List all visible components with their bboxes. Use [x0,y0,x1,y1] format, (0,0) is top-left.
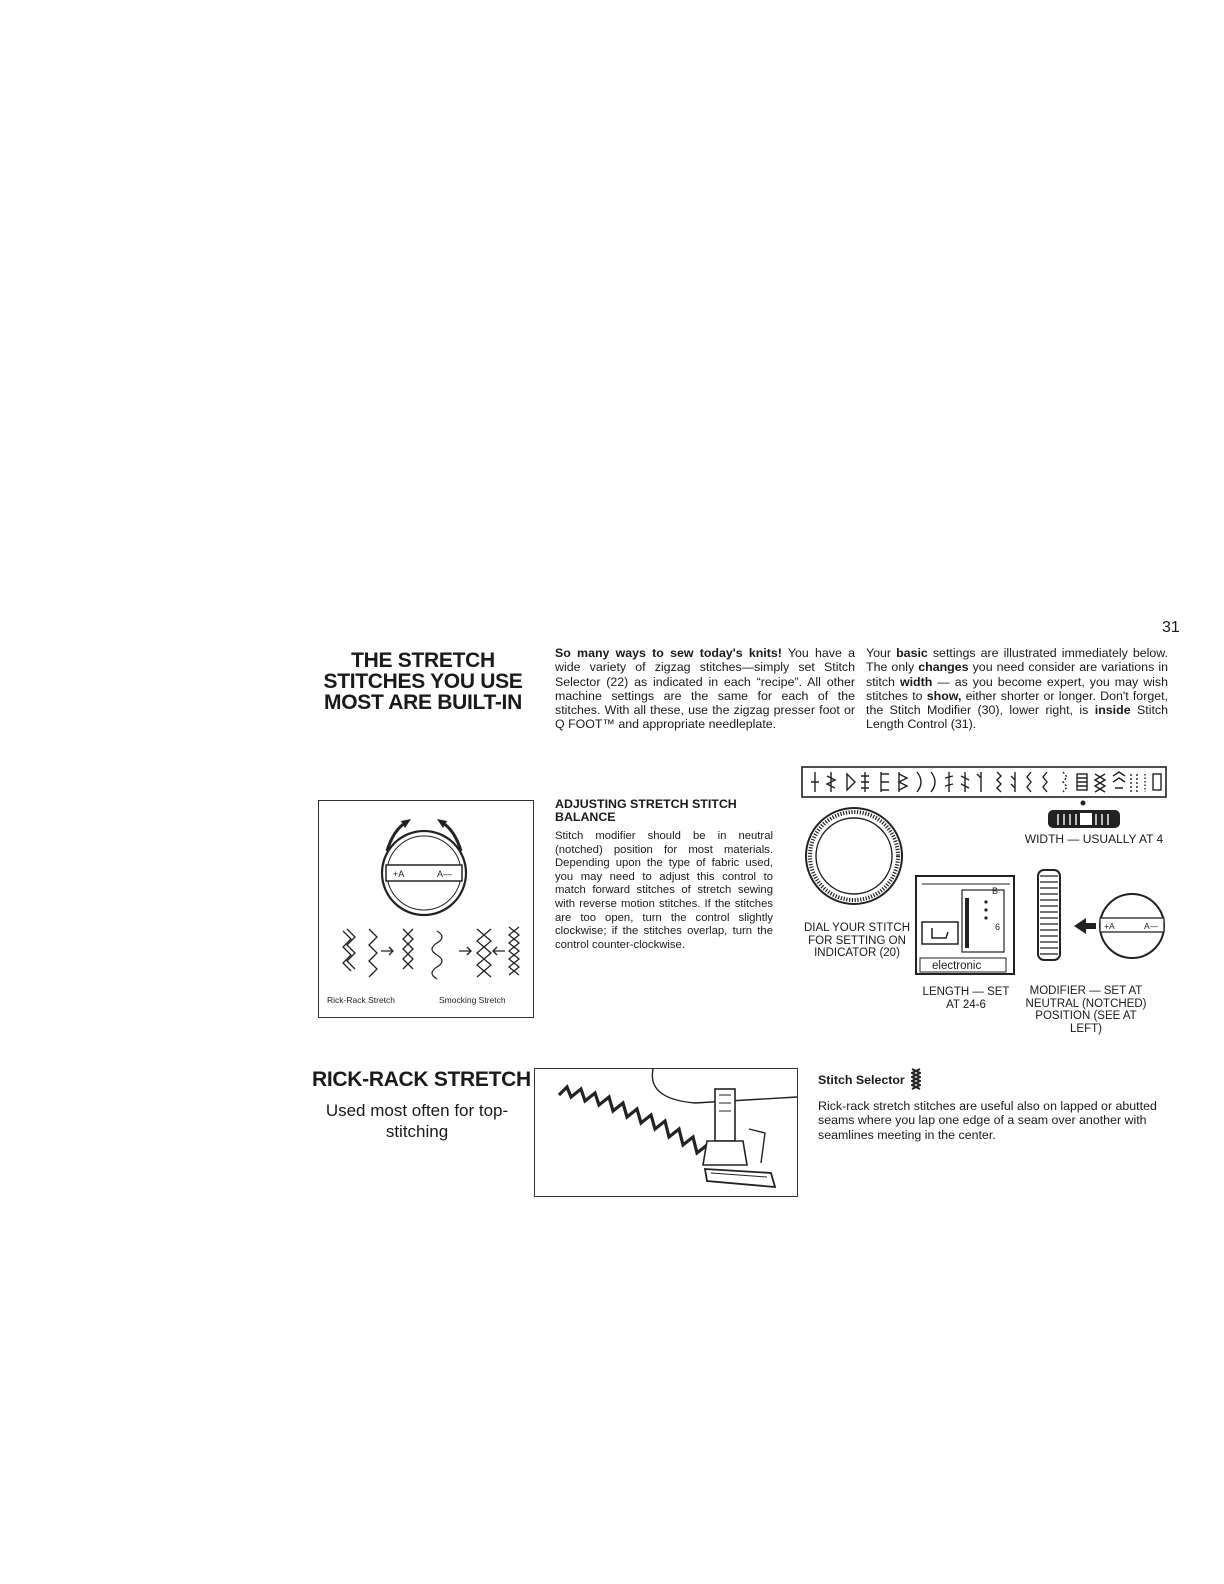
modifier-plus-label: +A [1104,921,1115,931]
rick-rack-samples-icon [343,929,413,977]
length-knob-icon [1038,870,1060,960]
intro-right-text-3: you need consider are variations in stitch [866,660,1168,689]
page-number: 31 [1162,619,1180,636]
rick-rack-text: Rick-rack stretch stitches are useful also on lapped or abutted seams where you lap one edge of a seam over another with seamlines meeting in the center. [818,1099,1157,1142]
stitch-balance-drawing [319,801,533,1017]
adjusting-text: Stitch modifier should be in neutral (notched) position for most materials. Depending upon the type of fabric used, you may need to adjust this control to match forward stitches of stretch sewing with reverse motion stitches. If the stitches are too open, turn the control slightly clockwise; if the stitches overlap, turn the control counter-clockwise. [555,830,773,951]
panel-number-6: 6 [995,922,1001,932]
length-caption: LENGTH — SET AT 24-6 [922,986,1010,1011]
adjusting-heading: ADJUSTING STRETCH STITCH BALANCE [555,797,737,824]
stitch-balance-illustration [318,800,534,1018]
width-caption: WIDTH — USUALLY AT 4 [1024,832,1164,846]
intro-paragraph-right [866,646,1168,732]
modifier-caption: MODIFIER — SET AT NEUTRAL (NOTCHED) POSITION (SEE AT LEFT) [1025,985,1147,1035]
intro-right-bold-5: inside [1094,703,1131,718]
intro-lead: So many ways to sew today's knits! [555,646,782,660]
main-heading-line-3: MOST ARE BUILT-IN [324,691,522,714]
stitch-selector-label [818,1068,921,1090]
stitch-pattern-strip-icon [801,766,1167,798]
intro-right-text-4: — as you become expert, you may wish stitches to [866,674,1168,703]
intro-right-bold-2: changes [918,660,969,675]
stitch-selector-text: Stitch Selector [818,1073,905,1087]
intro-right-bold-1: basic [896,646,928,660]
rick-rack-stitch-icon [911,1068,921,1090]
panel-label: electronic [932,960,982,972]
rick-rack-subtitle: Used most often for top-stitching [325,1101,509,1141]
intro-right-bold-4: show, [926,688,962,703]
intro-right-text-6: Stitch Length Control (31). [866,703,1168,732]
rick-rack-heading: RICK-RACK STRETCH [312,1068,531,1091]
modifier-minus-label: A— [1144,921,1159,931]
presser-foot-sewing-icon [535,1069,797,1196]
intro-paragraph-left [555,646,855,732]
intro-right-bold-3: width [899,674,933,689]
stitch-pattern-strip [801,766,1167,798]
rick-rack-label: Rick-Rack Stretch [327,995,396,1005]
smocking-samples-icon [432,927,519,979]
intro-left-text: You have a wide variety of zigzag stitches—simply set Stitch Selector (22) as indicated in each “recipe”. All other machine settings are the same for each of the stitches. With all these, use the zigzag presser foot or Q FOOT™ and appropriate needleplate. [555,646,855,732]
intro-right-text-2: settings are illustrated immediately below. The only [866,646,1168,675]
settings-illustration [796,798,1176,988]
dial-minus-label: A— [437,869,453,879]
intro-right-text-5: either shorter or longer. Don't forget, the Stitch Modifier (30), lower right, is [866,688,1168,718]
dial-caption: DIAL YOUR STITCH FOR SETTING ON INDICATOR (20) [803,922,911,959]
main-heading-line-2: STITCHES YOU USE [323,670,523,693]
dial-plus-label: +A [393,869,405,879]
main-heading-line-1: THE STRETCH [351,649,495,672]
rick-rack-illustration [534,1068,798,1197]
intro-right-text-1: Your [866,646,897,660]
arrow-left-icon [1074,918,1096,934]
main-heading [312,650,534,713]
panel-number-b: B [992,886,999,896]
smocking-label: Smocking Stretch [439,995,506,1005]
